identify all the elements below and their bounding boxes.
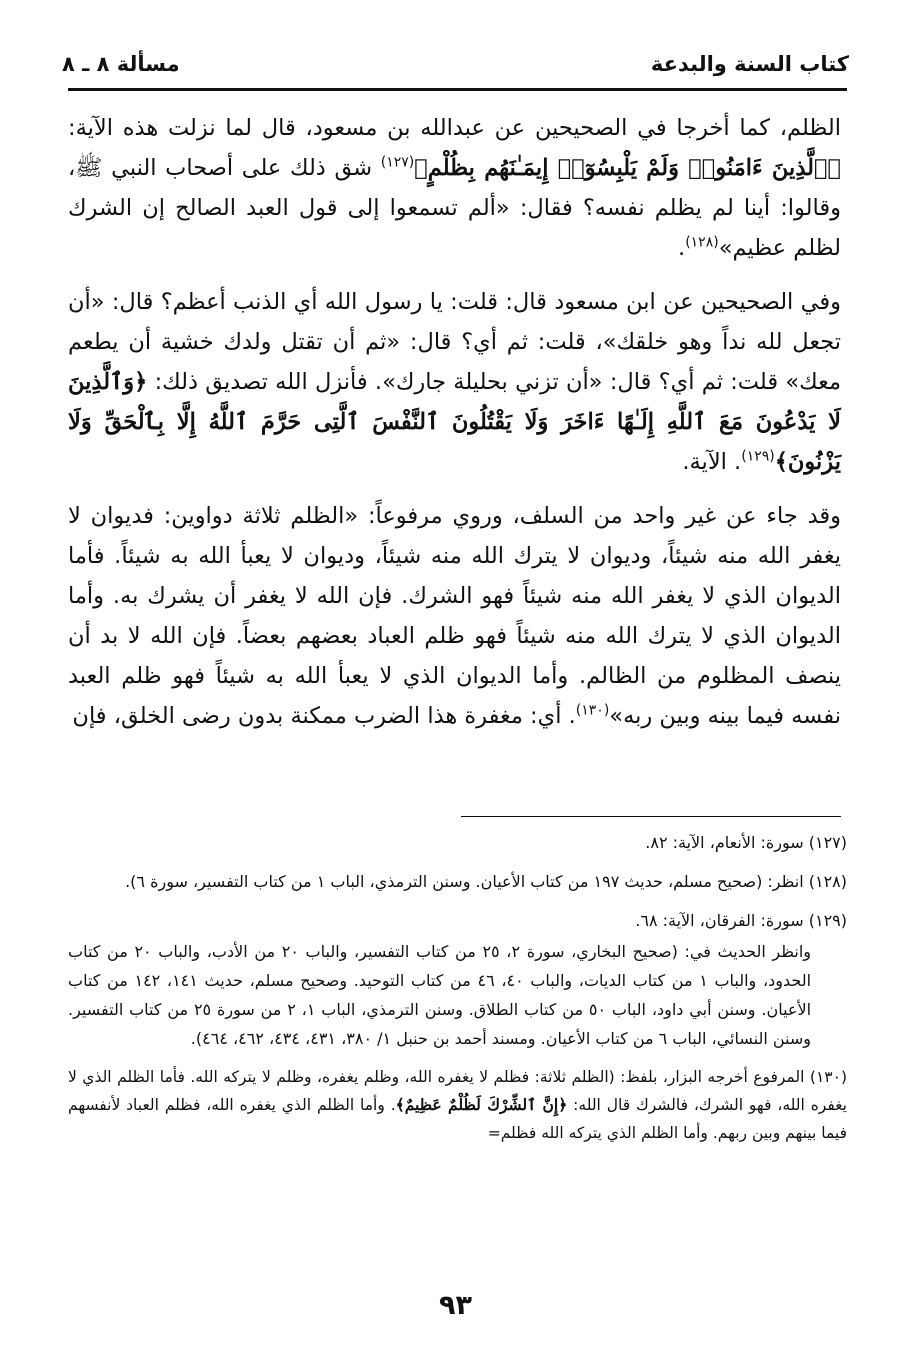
running-header — [62, 44, 849, 84]
main-text — [68, 108, 841, 750]
footnotes — [68, 828, 847, 1157]
paragraph-1-text: الظلم، كما أخرجا في الصحيحين عن عبدالله بن مسعود، قال لما نزلت هذه الآية: — [68, 115, 841, 141]
book-title: كتاب السنة والبدعة — [650, 52, 849, 76]
paragraph-3-text: وقد جاء عن غير واحد من السلف، وروي مرفوعاً: «الظلم ثلاثة دواوين: فديوان لا يغفر الله منه شيئاً، وديوان لا يترك الله منه شيئاً، وديوان لا يعبأ الله به شيئاً. فأما الديوان الذي لا يغفر الله منه شيئاً فهو الشرك. فإن الله لا يغفر أن يشرك به. وأما الديوان الذي لا يترك الله منه شيئاً فهو ظلم العباد بعضهم بعضاً. فإن الله لا بد أن ينصف المظلوم من الظالم. وأما الديوان الذي لا يعبأ الله به شيئاً فهو ظلم العبد نفسه فيما بينه وبين ربه» — [68, 503, 841, 729]
paragraph-1 — [68, 108, 841, 268]
footnote-129: (١٢٩) سورة: الفرقان، الآية: ٦٨. — [635, 911, 847, 930]
header-rule — [68, 88, 847, 91]
footnote-130-text-2: . وأما الظلم الذي يغفره الله، فظلم العباد لأنفسهم فيما بينهم وبين ربهم. وأما الظلم الذي يتركه الله فظلم= — [68, 1096, 847, 1142]
paragraph-3 — [68, 496, 841, 736]
footnote-ref-130: (١٣٠) — [575, 702, 610, 719]
footnote-129-references: وانظر الحديث في: (صحيح البخاري، سورة ٢، ٢٥ من كتاب التفسير، والباب ٢٠ من الأدب، والباب ٢٠ من كتاب الحدود، والباب ١ من كتاب الديات، والباب ٤٠، ٤٦ من كتاب التوحيد. وصحيح مسلم، حديث ١٤١، ١٤٢ من كتاب الأعيان. وسنن أبي داود، الباب ٥٠ من كتاب الطلاق. وسنن الترمذي، الباب ١، ٢ من سورة ٢٥ من كتاب التفسير. وسنن النسائي، الباب ٦ من كتاب الأعيان. ومسند أحمد بن حنبل ١/ ٣٨٠، ٤٣١، ٤٣٤، ٤٦٢، ٤٦٤). — [68, 942, 812, 1048]
section-number: مسألة ٨ ـ ٨ — [62, 52, 180, 76]
footnote-ref-127: (١٢٧) — [380, 154, 415, 171]
footnote-128: (١٢٨) انظر: (صحيح مسلم، حديث ١٩٧ من كتاب الأعيان. وسنن الترمذي، الباب ١ من كتاب التفسير، سورة ٦). — [125, 872, 847, 891]
paragraph-2 — [68, 282, 841, 482]
footnote-130-quran: ﴿إِنَّ ٱلشِّرْكَ لَظُلْمٌ عَظِيمٌ﴾ — [395, 1095, 568, 1114]
footnote-130 — [68, 1063, 847, 1147]
quran-verse-129: ﴿وَٱلَّذِينَ لَا يَدْعُونَ مَعَ ٱللَّهِ إِلَـٰهًا ءَاخَرَ وَلَا يَقْتُلُونَ ٱلنَّفْسَ ٱلَّتِى حَرَّمَ ٱللَّهُ إِلَّا بِٱلْحَقِّ وَلَا يَزْنُونَ﴾ — [68, 369, 841, 475]
footnote-separator — [461, 816, 841, 817]
page-number: ٩٣ — [439, 1290, 472, 1321]
paragraph-1-text-3: . — [678, 235, 686, 261]
paragraph-2-text-2: . الآية. — [682, 449, 742, 475]
paragraph-3-text-2: . أي: مغفرة هذا الضرب ممكنة بدون رضى الخلق، فإن — [72, 703, 576, 729]
paragraph-2-text: وفي الصحيحين عن ابن مسعود قال: قلت: يا رسول الله أي الذنب أعظم؟ قال: «أن تجعل لله نداً وهو خلقك»، قلت: ثم أي؟ قال: «ثم أن تقتل ولدك خشية أن يطعم معك» قلت: ثم أي؟ قال: «أن تزني بحليلة جارك». فأنزل الله تصديق ذلك: — [68, 289, 841, 395]
footnote-130-text: (١٣٠) المرفوع أخرجه البزار، بلفظ: (الظلم ثلاثة: فظلم لا يغفره الله، وظلم يغفره، وظلم لا يتركه الله. فأما الظلم الذي لا يغفره الله، فهو الشرك، فالشرك قال الله: — [68, 1068, 847, 1114]
paragraph-1-text-2: شق ذلك على أصحاب النبي ﷺ، وقالوا: أينا لم يظلم نفسه؟ فقال: «ألم تسمعوا إلى قول العبد الصالح إن الشرك لظلم عظيم» — [68, 155, 841, 261]
footnote-127: (١٢٧) سورة: الأنعام، الآية: ٨٢. — [645, 833, 847, 852]
footnote-ref-128: (١٢٨) — [685, 234, 719, 251]
quran-verse-127: ﴿ٱلَّذِينَ ءَامَنُوا۟ وَلَمْ يَلْبِسُوٓا۟ إِيمَـٰنَهُم بِظُلْمٍ﴾ — [414, 155, 841, 181]
footnote-ref-129: (١٢٩) — [741, 448, 775, 465]
